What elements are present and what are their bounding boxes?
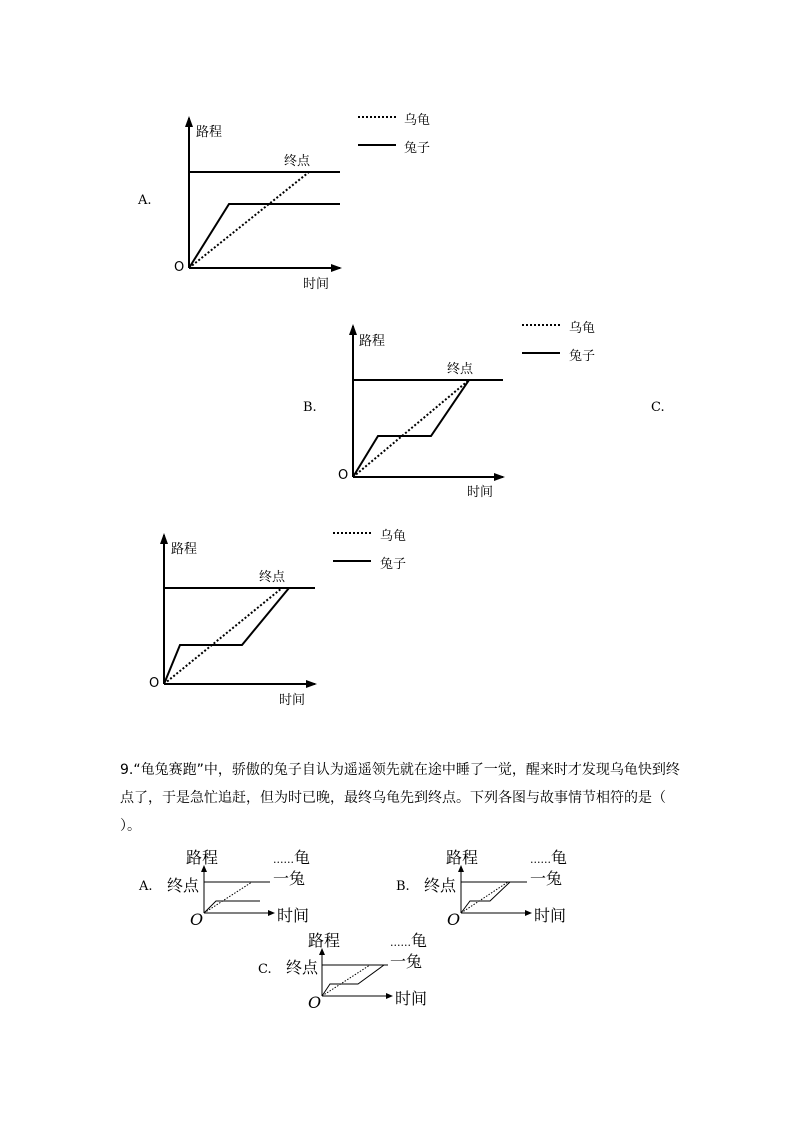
option-b-label: B. (303, 400, 317, 415)
finish-label: 终点 (447, 362, 474, 377)
legend-rabbit: 兔子 (569, 349, 596, 364)
finish-label: 终点 (259, 570, 286, 585)
question-number: 9. (120, 762, 134, 778)
x-axis-label: 时间 (279, 693, 306, 708)
legend-rabbit: 一兔 (390, 952, 423, 971)
legend-tortoise: 乌龟 (380, 529, 407, 544)
x-axis-label: 时间 (395, 989, 428, 1008)
option-a-label: A. (138, 193, 152, 208)
finish-label: 终点 (284, 154, 311, 169)
x-axis-label: 时间 (303, 277, 330, 292)
origin-label: O (308, 993, 322, 1012)
x-axis-label: 时间 (277, 906, 310, 925)
finish-label: 终点 (424, 876, 457, 895)
y-axis-label: 路程 (196, 125, 223, 140)
legend-rabbit: 兔子 (404, 141, 431, 156)
option-b-label: B. (396, 879, 410, 894)
option-c-label: C. (258, 962, 272, 977)
y-axis-label: 路程 (359, 334, 386, 349)
legend-rabbit: 一兔 (273, 869, 306, 888)
legend-rabbit: 一兔 (530, 869, 563, 888)
origin-label: O (190, 910, 204, 929)
legend-rabbit: 兔子 (380, 557, 407, 572)
finish-label: 终点 (167, 876, 200, 895)
origin-label: O (338, 468, 349, 483)
option-a-label: A. (139, 879, 153, 894)
legend-tortoise: ......龟 (530, 848, 567, 867)
origin-label: O (174, 260, 185, 275)
option-c-label: C. (651, 400, 665, 415)
rabbit-line (322, 965, 384, 996)
legend-tortoise: ......龟 (390, 931, 427, 950)
origin-label: O (447, 910, 461, 929)
y-axis-label: 路程 (186, 848, 219, 867)
legend-tortoise: ......龟 (273, 848, 310, 867)
y-axis-label: 路程 (171, 542, 198, 557)
x-axis-label: 时间 (534, 906, 567, 925)
x-arrow (386, 993, 393, 999)
y-axis-label: 路程 (446, 848, 479, 867)
y-axis-label: 路程 (308, 931, 341, 950)
finish-label: 终点 (286, 958, 319, 977)
question-text: “龟兔赛跑”中，骄傲的兔子自认为遥遥领先就在途中睡了一觉，醒来时才发现乌龟快到终点了，于是急忙追赶，但为时已晚，最终乌龟先到终点。下列各图与故事情节相符的是（ ）。 (120, 762, 680, 834)
legend-tortoise: 乌龟 (569, 321, 596, 336)
x-axis-label: 时间 (467, 485, 494, 500)
origin-label: O (149, 676, 160, 691)
legend-tortoise: 乌龟 (404, 113, 431, 128)
